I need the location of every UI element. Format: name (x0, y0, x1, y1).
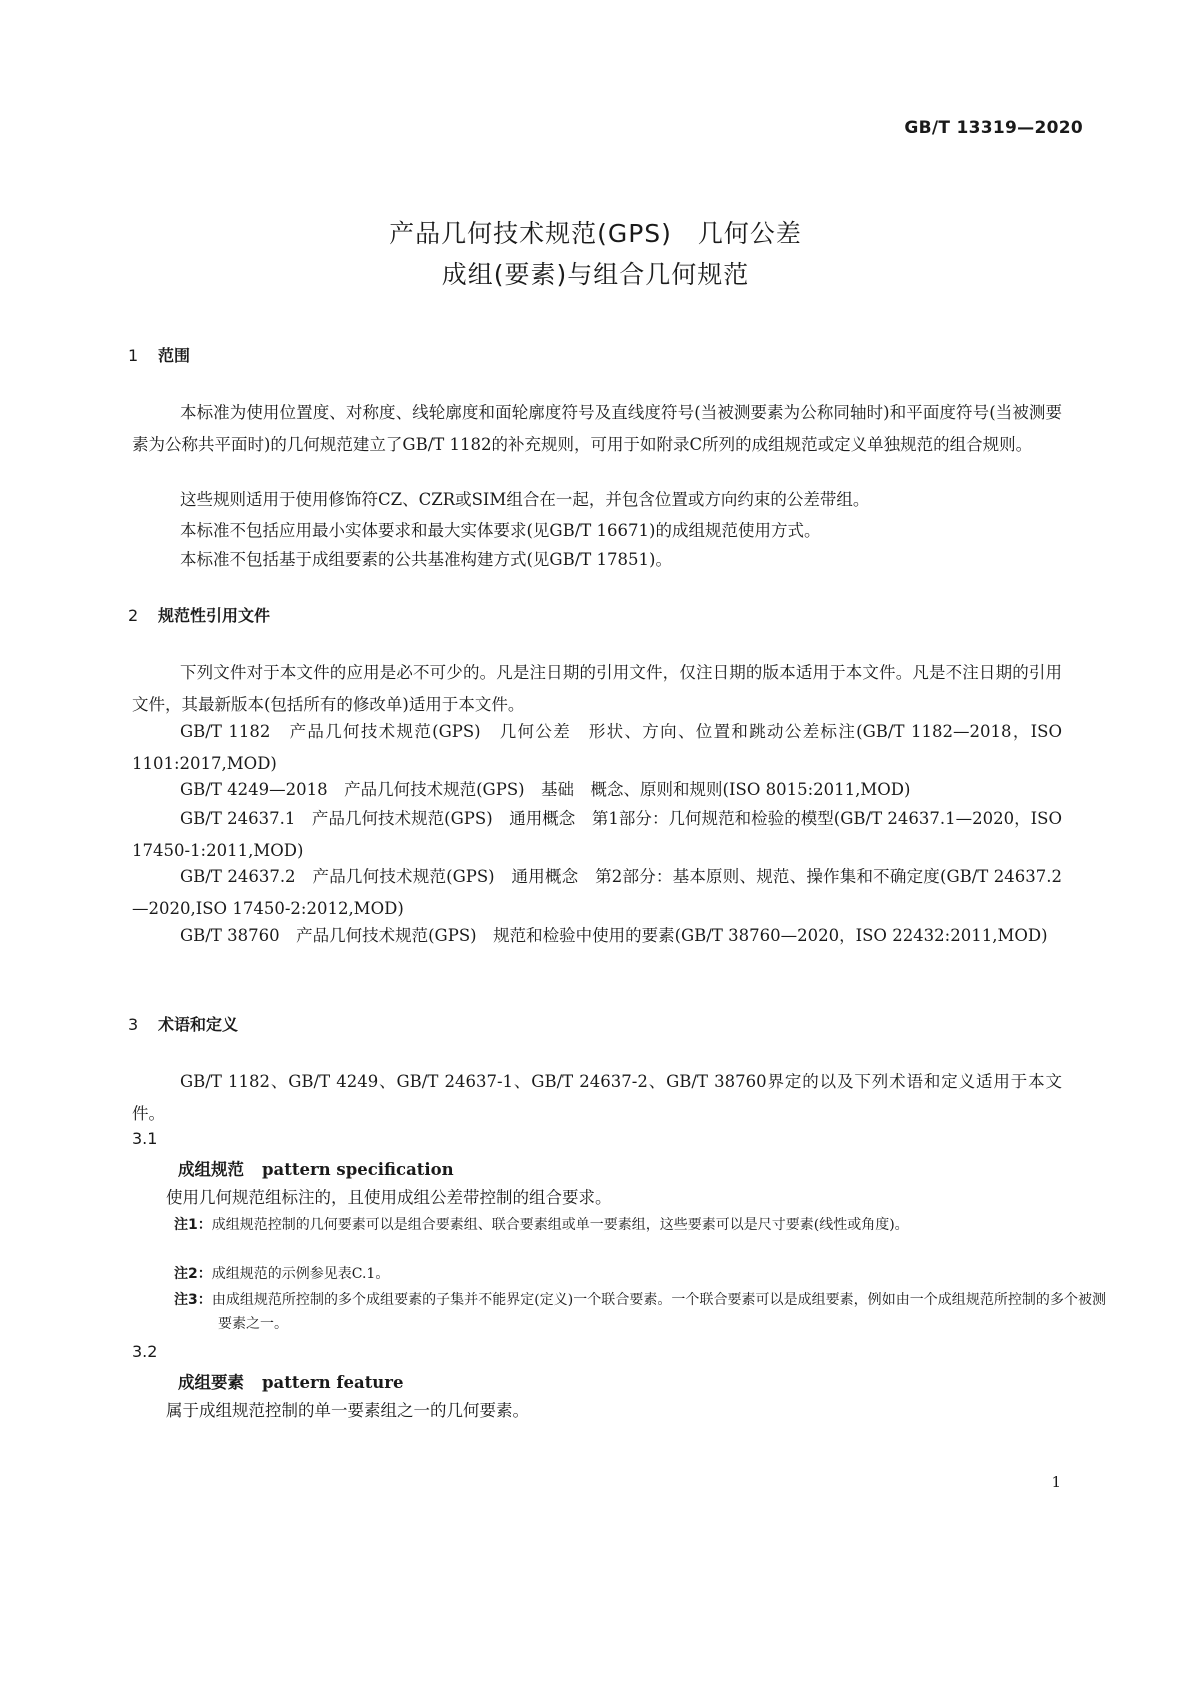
note-text: 成组规范控制的几何要素可以是组合要素组、联合要素组或单一要素组，这些要素可以是尺寸要素(线性或角度)。 (211, 1217, 909, 1233)
document-title-line2: 成组(要素)与组合几何规范 (441, 260, 750, 289)
paragraph: 这些规则适用于使用修饰符CZ、CZR或SIM组合在一起，并包含位置或方向约束的公差带组。 (180, 490, 870, 509)
term-heading (178, 1156, 454, 1180)
normative-reference: GB/T 24637.2 产品几何技术规范(GPS) 通用概念 第2部分：基本原则、规范、操作集和不确定度(GB/T 24637.2—2020,ISO 17450-2:2012,MOD) (132, 867, 1062, 918)
note-text: 由成组规范所控制的多个成组要素的子集并不能界定(定义)一个联合要素。一个联合要素可以是成组要素，例如由一个成组规范所控制的多个被测要素之一。 (211, 1292, 1107, 1332)
section-3-heading (128, 1012, 238, 1035)
paragraph: 本标准不包括应用最小实体要求和最大实体要求(见GB/T 16671)的成组规范使用方式。 (180, 521, 821, 540)
term-number: 3.1 (132, 1129, 158, 1148)
section-title: 术语和定义 (158, 1015, 239, 1034)
normative-reference: GB/T 4249—2018 产品几何技术规范(GPS) 基础 概念、原则和规则(ISO 8015:2011,MOD) (180, 780, 911, 799)
note-label: 注1： (174, 1217, 212, 1233)
note (174, 1213, 1106, 1237)
note-label: 注3： (174, 1292, 212, 1308)
section-number: 2 (128, 606, 139, 625)
note-label: 注2： (174, 1266, 212, 1282)
document-title-line1: 产品几何技术规范(GPS) 几何公差 (389, 219, 802, 248)
normative-reference: GB/T 1182 产品几何技术规范(GPS) 几何公差 形状、方向、位置和跳动公差标注(GB/T 1182—2018，ISO 1101:2017,MOD) (132, 722, 1062, 773)
term-number: 3.2 (132, 1342, 158, 1361)
page-number: 1 (1051, 1473, 1061, 1491)
normative-reference: GB/T 24637.1 产品几何技术规范(GPS) 通用概念 第1部分：几何规范和检验的模型(GB/T 24637.1—2020，ISO 17450-1:2011,MOD) (132, 809, 1062, 860)
section-title: 规范性引用文件 (158, 606, 271, 625)
section-number: 3 (128, 1015, 139, 1034)
paragraph: 本标准不包括基于成组要素的公共基准构建方式(见GB/T 17851)。 (180, 550, 672, 569)
paragraph: GB/T 1182、GB/T 4249、GB/T 24637-1、GB/T 24637-2、GB/T 38760界定的以及下列术语和定义适用于本文件。 (132, 1072, 1062, 1123)
section-title: 范围 (158, 346, 191, 365)
section-number: 1 (128, 346, 139, 365)
note-text: 成组规范的示例参见表C.1。 (211, 1266, 390, 1282)
standard-code: GB/T 13319—2020 (904, 118, 1083, 138)
term-en: pattern specification (262, 1160, 454, 1179)
normative-reference: GB/T 38760 产品几何技术规范(GPS) 规范和检验中使用的要素(GB/T 38760—2020，ISO 22432:2011,MOD) (180, 926, 1048, 945)
term-heading (178, 1369, 404, 1393)
paragraph: 本标准为使用位置度、对称度、线轮廓度和面轮廓度符号及直线度符号(当被测要素为公称同轴时)和平面度符号(当被测要素为公称共平面时)的几何规范建立了GB/T 1182的补充规则，可用于如附录C所列的成组规范或定义单独规范的组合规则。 (132, 403, 1062, 454)
term-en: pattern feature (262, 1373, 404, 1392)
note (174, 1262, 1106, 1286)
section-1-heading (128, 343, 190, 366)
term-zh: 成组要素 (178, 1373, 244, 1392)
paragraph: 下列文件对于本文件的应用是必不可少的。凡是注日期的引用文件，仅注日期的版本适用于本文件。凡是不注日期的引用文件，其最新版本(包括所有的修改单)适用于本文件。 (132, 663, 1062, 714)
term-definition: 使用几何规范组标注的，且使用成组公差带控制的组合要求。 (166, 1188, 612, 1207)
term-zh: 成组规范 (178, 1160, 244, 1179)
section-2-heading (128, 603, 270, 626)
note (174, 1288, 1106, 1336)
term-definition: 属于成组规范控制的单一要素组之一的几何要素。 (166, 1401, 529, 1420)
